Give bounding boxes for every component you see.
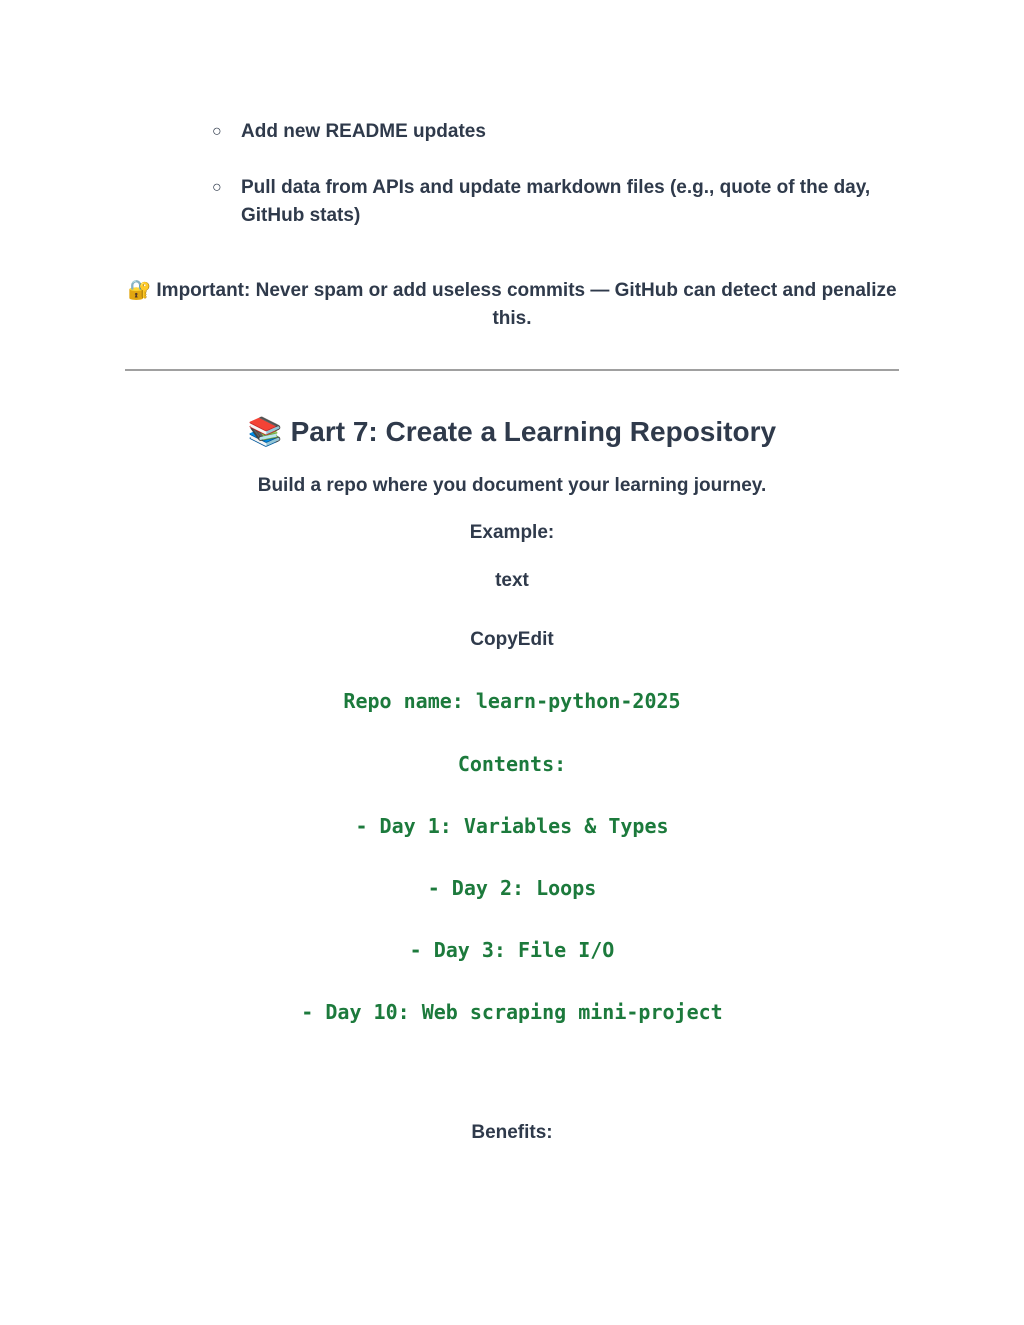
list-item [212, 174, 892, 230]
code-line: - Day 2: Loops [427, 876, 597, 900]
section-intro: Build a repo where you document your learning journey. [257, 475, 767, 496]
hollow-bullet-icon: ○ [212, 123, 222, 140]
code-line: - Day 1: Variables & Types [355, 814, 669, 838]
list-item [212, 118, 892, 146]
important-note-text: Important: Never spam or add useless commits — GitHub can detect and penalize this. [156, 280, 897, 329]
list-item-text: Pull data from APIs and update markdown files (e.g., quote of the day, GitHub stats) [241, 177, 871, 226]
section-heading-text: Part 7: Create a Learning Repository [290, 416, 777, 447]
code-line: Repo name: learn-python-2025 [343, 689, 681, 713]
books-icon: 📚 [247, 416, 283, 447]
important-note [125, 277, 899, 333]
code-line: - Day 10: Web scraping mini-project [301, 1000, 723, 1024]
hollow-bullet-icon: ○ [212, 179, 222, 196]
benefits-label: Benefits: [471, 1122, 553, 1143]
divider [125, 369, 899, 371]
lock-key-icon: 🔐 [127, 280, 152, 301]
code-line: - Day 3: File I/O [409, 938, 615, 962]
section-heading [0, 412, 1024, 452]
code-line: Contents: [457, 752, 567, 776]
example-label: Example: [469, 522, 555, 543]
code-language-label: text [495, 570, 529, 591]
copy-edit-label: CopyEdit [470, 629, 554, 650]
list-item-text: Add new README updates [241, 121, 486, 142]
